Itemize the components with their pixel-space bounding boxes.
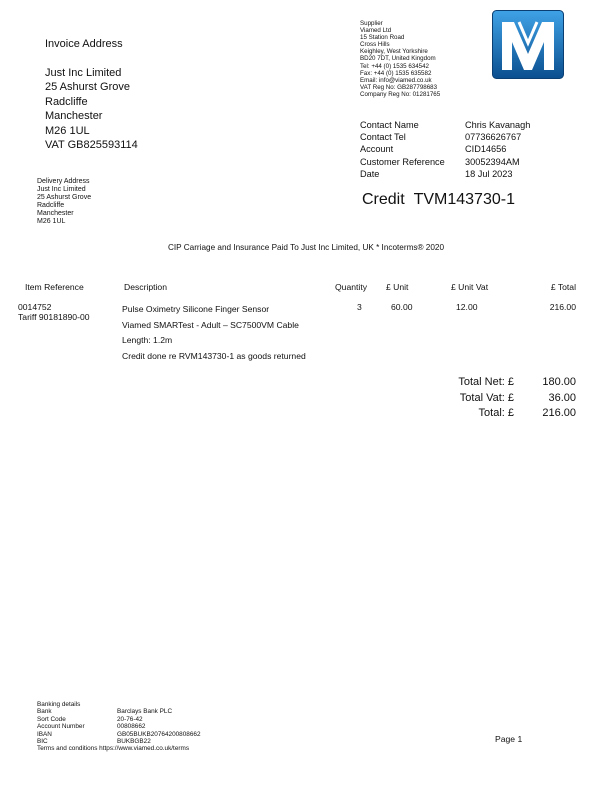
- bank-value: BUKBGB22: [117, 738, 151, 746]
- contact-row: [360, 168, 530, 180]
- contact-value: 18 Jul 2023: [465, 168, 513, 179]
- supplier-line: VAT Reg No: GB287798683: [360, 83, 438, 91]
- bank-label: Terms and conditions: [37, 745, 98, 753]
- contact-value: Chris Kavanagh: [465, 120, 531, 130]
- delivery-address-line: M26 1UL: [37, 218, 66, 225]
- grand-total-label: Total: £: [478, 407, 514, 419]
- item-reference: 0014752: [18, 302, 52, 312]
- bank-label: Sort Code: [37, 715, 66, 723]
- contact-value: 30052394AM: [465, 156, 520, 167]
- bank-row: [37, 716, 201, 723]
- supplier-line: Viamed Ltd: [360, 27, 392, 35]
- bank-row: [37, 708, 201, 715]
- supplier-line: Company Reg No: 01281765: [360, 90, 441, 98]
- unit-vat-cell: 12.00: [456, 302, 478, 312]
- contact-label: Account: [360, 144, 394, 155]
- quantity-cell: 3: [357, 302, 362, 312]
- contact-label: Contact Name: [360, 120, 419, 130]
- grand-total-value: 216.00: [542, 407, 576, 419]
- bank-value: Barclays Bank PLC: [117, 708, 173, 716]
- description-cell: [122, 302, 306, 364]
- terms-link[interactable]: https://www.viamed.co.uk/terms: [99, 745, 190, 753]
- bank-label: BIC: [37, 738, 48, 746]
- supplier-line: Keighley, West Yorkshire: [360, 48, 428, 56]
- total-net-value: 180.00: [542, 376, 576, 388]
- invoice-address-title: Invoice Address: [45, 38, 123, 50]
- contact-details: [360, 119, 530, 180]
- contact-value: 07736626767: [465, 132, 522, 143]
- delivery-address-title: Delivery Address: [37, 178, 90, 185]
- bank-label: Account Number: [37, 723, 85, 731]
- incoterms-line: CIP Carriage and Insurance Paid To Just Inc Limited, UK * Incoterms® 2020: [167, 243, 445, 252]
- delivery-address-line: 25 Ashurst Grove: [37, 194, 92, 201]
- description-line: Length: 1.2m: [122, 335, 173, 345]
- supplier-line: Cross Hills: [360, 41, 390, 49]
- viamed-logo-icon: [492, 10, 564, 79]
- contact-label: Customer Reference: [360, 156, 445, 167]
- contact-row: [360, 156, 530, 168]
- invoice-address-line: Manchester: [45, 110, 103, 122]
- supplier-line: Supplier: [360, 20, 383, 27]
- invoice-address: [45, 37, 138, 153]
- delivery-address-line: Manchester: [37, 210, 74, 217]
- page-number: Page 1: [495, 734, 523, 744]
- unit-price-cell: 60.00: [391, 302, 413, 312]
- contact-row: [360, 131, 530, 143]
- banking-details: [37, 701, 201, 753]
- supplier-line: BD20 7DT, United Kingdom: [360, 55, 436, 63]
- supplier-line: 15 Station Road: [360, 34, 405, 42]
- item-reference-cell: [18, 302, 90, 322]
- header-quantity: Quantity: [335, 282, 368, 292]
- credit-label: Credit: [362, 191, 405, 208]
- contact-label: Contact Tel: [360, 132, 406, 143]
- description-line: Viamed SMARTest - Adult – SC7500VM Cable: [122, 319, 299, 330]
- invoice-address-line: 25 Ashurst Grove: [45, 81, 130, 93]
- description-line: Pulse Oximetry Silicone Finger Sensor: [122, 304, 270, 314]
- line-total-cell: 216.00: [549, 302, 576, 312]
- bank-row: [37, 731, 201, 738]
- header-description: Description: [124, 282, 167, 292]
- contact-value: CID14656: [465, 144, 507, 155]
- bank-label: Banking details: [37, 701, 81, 708]
- description-line: Credit done re RVM143730-1 as goods returned: [122, 350, 306, 361]
- bank-row: [37, 738, 201, 745]
- header-unit-vat: £ Unit Vat: [451, 282, 489, 292]
- tariff-code: Tariff 90181890-00: [18, 312, 90, 322]
- supplier-line: Email: info@viamed.co.uk: [360, 76, 432, 84]
- invoice-address-line: Just Inc Limited: [45, 66, 122, 79]
- total-net-label: Total Net: £: [458, 376, 514, 388]
- credit-number: TVM143730-1: [413, 191, 515, 208]
- header-item-reference: Item Reference: [25, 282, 84, 292]
- bank-row: [37, 723, 201, 730]
- contact-row: [360, 119, 530, 131]
- header-unit: £ Unit: [386, 282, 409, 292]
- vat-number: VAT GB825593114: [45, 139, 138, 151]
- bank-row: [37, 745, 201, 752]
- bank-value: GB05BUKB20764200808662: [117, 730, 201, 738]
- total-vat-label: Total Vat: £: [459, 391, 514, 404]
- supplier-line: Tel: +44 (0) 1535 634542: [360, 62, 429, 70]
- delivery-address: [37, 178, 91, 226]
- contact-row: [360, 143, 530, 155]
- delivery-address-line: Just Inc Limited: [37, 186, 86, 193]
- delivery-address-line: Radcliffe: [37, 202, 65, 209]
- header-total: £ Total: [550, 282, 576, 292]
- supplier-line: Fax: +44 (0) 1535 635582: [360, 69, 432, 77]
- bank-value: 20-76-42: [117, 715, 143, 723]
- contact-label: Date: [360, 168, 380, 179]
- supplier-block: [360, 20, 440, 98]
- credit-heading: [362, 191, 515, 209]
- total-vat-value: 36.00: [548, 391, 576, 404]
- invoice-address-line: M26 1UL: [45, 124, 90, 137]
- bank-label: IBAN: [37, 730, 52, 738]
- bank-row: [37, 701, 201, 708]
- bank-label: Bank: [37, 708, 52, 716]
- bank-value: 00808662: [117, 723, 146, 731]
- invoice-address-line: Radcliffe: [45, 95, 88, 108]
